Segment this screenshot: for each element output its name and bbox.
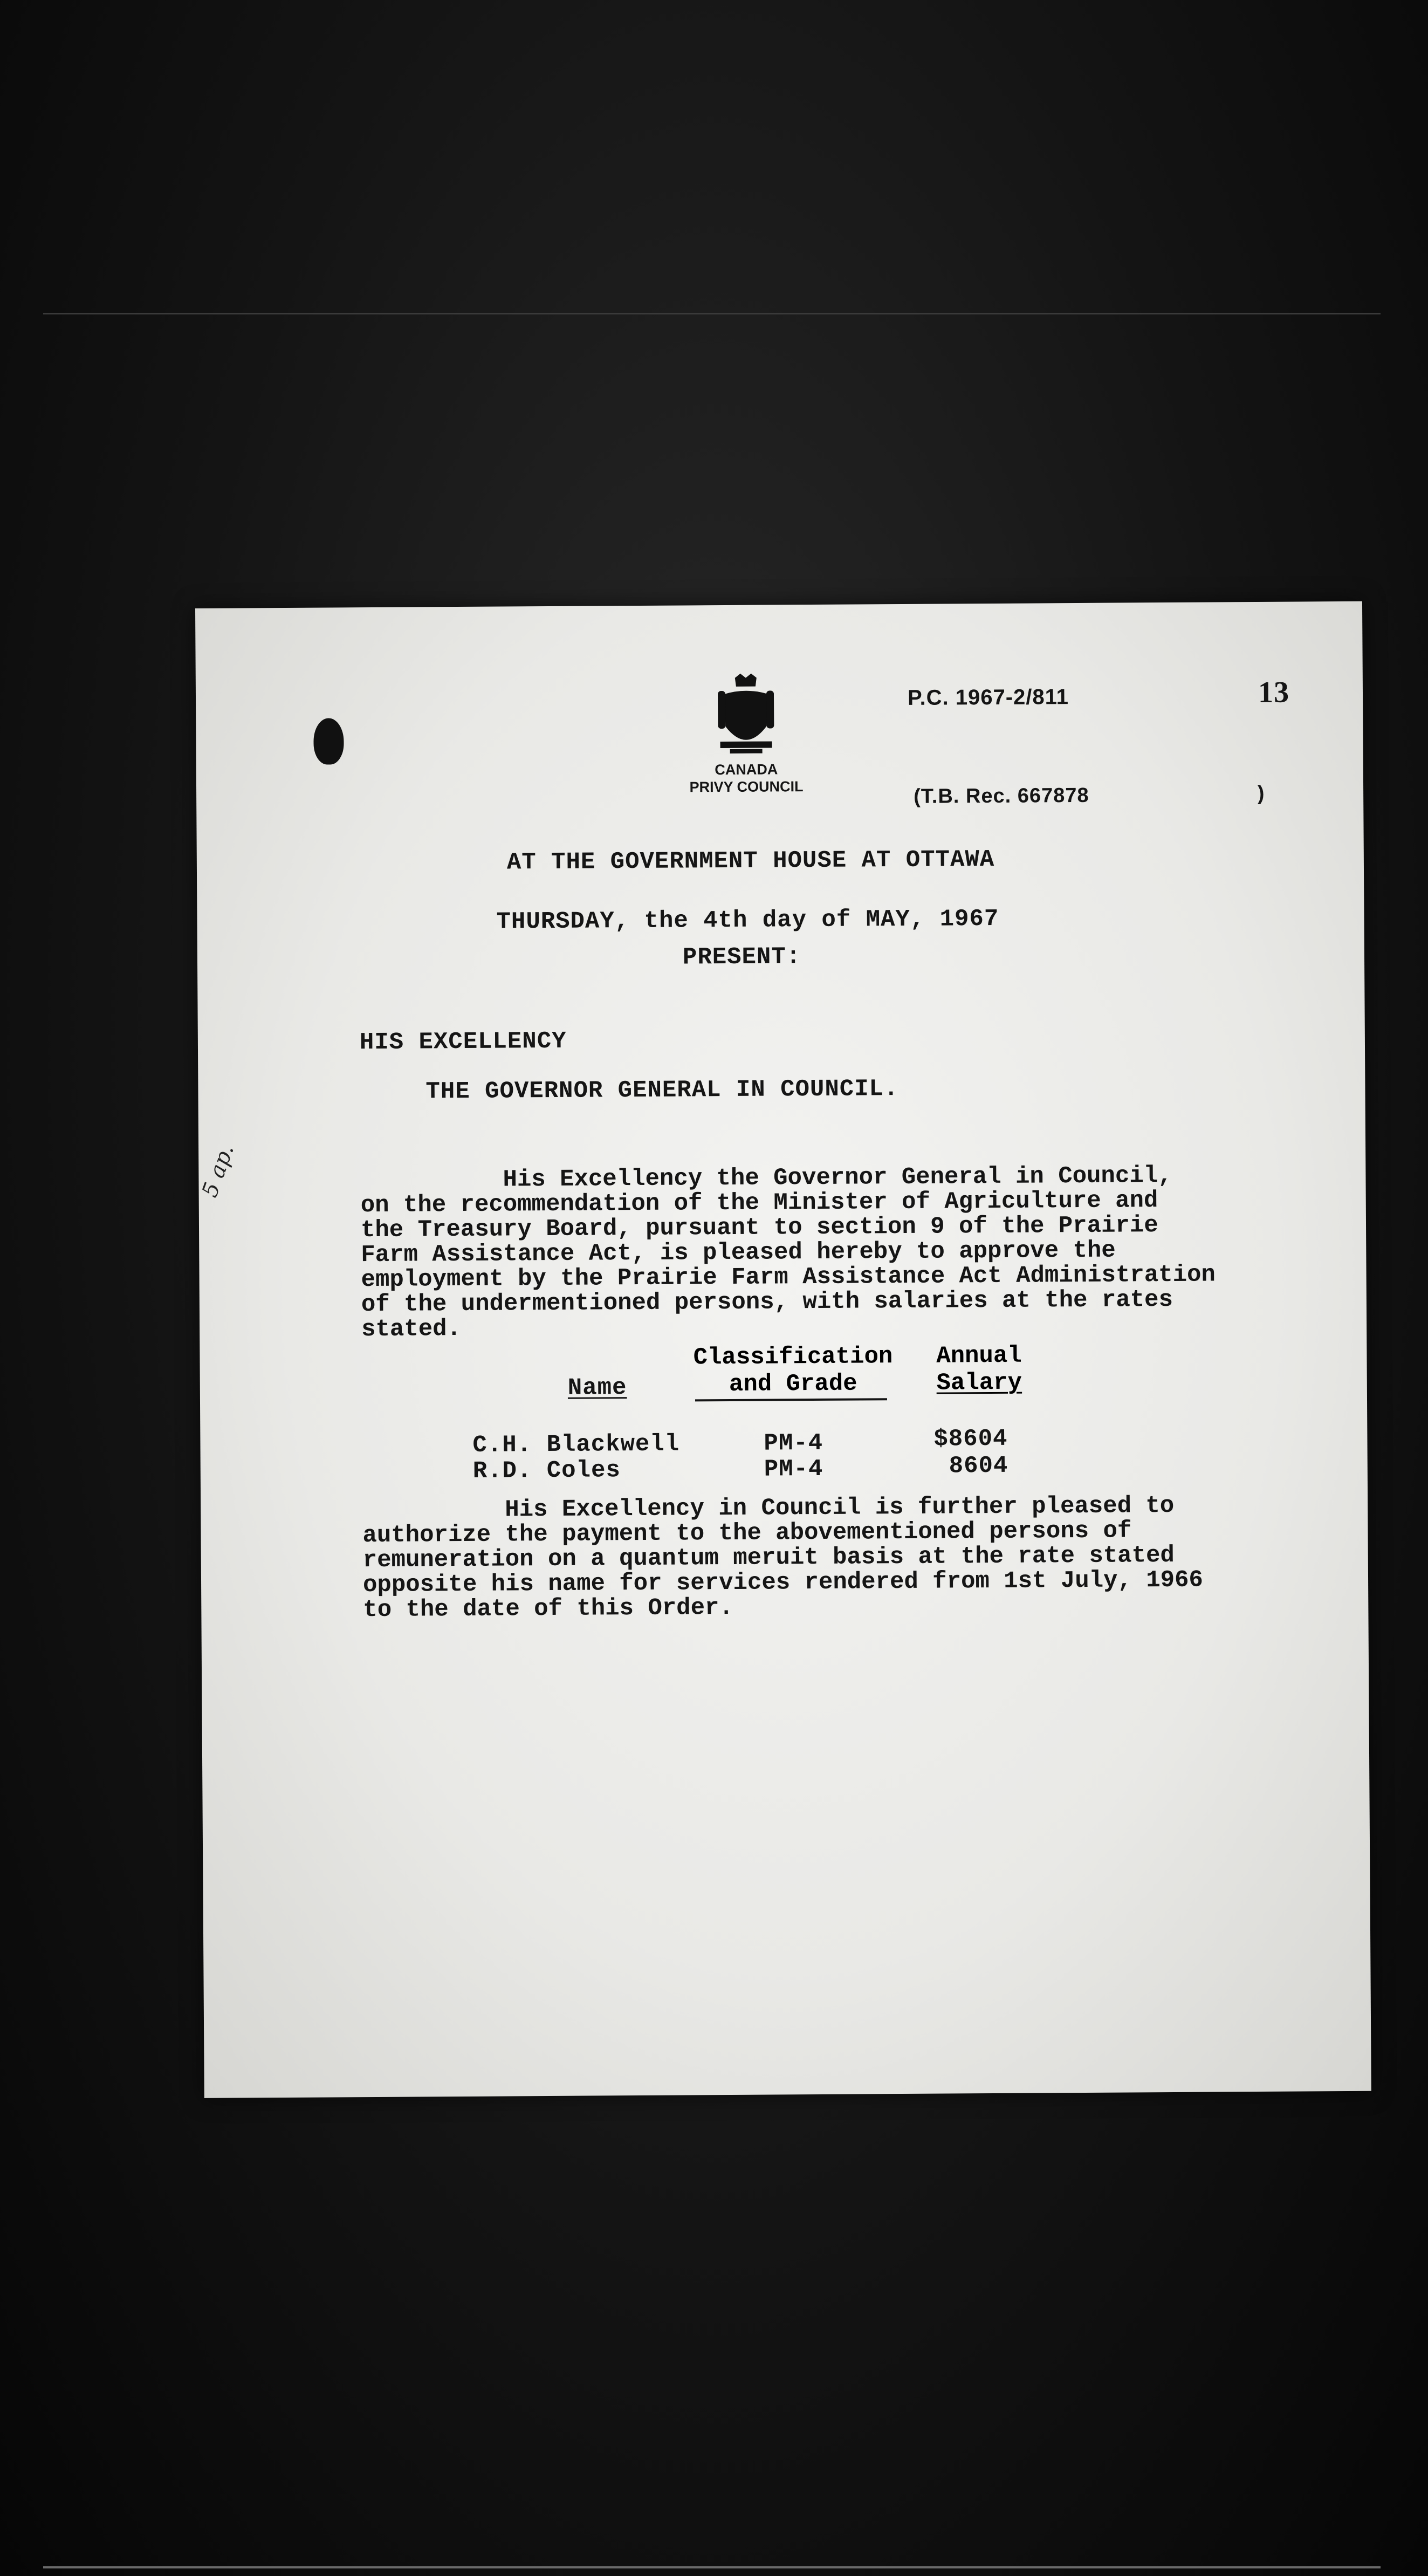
header-salary-line2: Salary — [936, 1369, 1022, 1397]
row-1-name: C.H. Blackwell — [472, 1430, 680, 1459]
row-2-salary: 8604 — [949, 1452, 1008, 1480]
row-1-salary: $8604 — [933, 1425, 1008, 1453]
document-sheet — [195, 601, 1371, 2098]
row-2-grade: PM-4 — [764, 1455, 823, 1483]
coat-of-arms-icon — [713, 672, 779, 759]
paragraph-payment: His Excellency in Council is further pleased to authorize the payment to the abovementioned persons of remuneration on a quantum meruit basis at the rate stated opposite his name for services rendered from 1st July, 1966 to the date of this Order. — [362, 1492, 1204, 1624]
crest-label-privy-council: PRIVY COUNCIL — [689, 778, 804, 796]
header-salary-line1: Annual — [936, 1342, 1022, 1370]
header-classification — [685, 1343, 901, 1398]
header-name: Name — [567, 1374, 627, 1402]
header-classification-line2: and Grade — [729, 1370, 857, 1398]
attendance-line-1: HIS EXCELLENCY — [359, 1027, 567, 1057]
punch-hole — [313, 718, 344, 764]
order-in-council-number: P.C. 1967-2/811 — [907, 685, 1069, 710]
row-2-name: R.D. Coles — [472, 1457, 621, 1485]
row-1-grade: PM-4 — [764, 1429, 823, 1457]
classification-underline — [695, 1398, 887, 1401]
paragraph-approval: His Excellency the Governor General in Council, on the recommendation of the Minister of Agriculture and the Treasury Board, pursuant to section 9 of the Prairie Farm Assistance Act, is pleased hereby to approve the employment by the Prairie Farm Assistance Act Administration of the undermentioned persons, with salaries at the rates stated. — [360, 1162, 1216, 1344]
crest-label-canada: CANADA — [715, 761, 778, 778]
treasury-board-record: (T.B. Rec. 667878 — [914, 784, 1089, 808]
scan-edge-top — [43, 313, 1381, 314]
attendance-line-2: THE GOVERNOR GENERAL IN COUNCIL. — [425, 1075, 899, 1106]
page-number: 13 — [1258, 675, 1290, 709]
scan-edge-bottom — [43, 2566, 1381, 2568]
meeting-location: AT THE GOVERNMENT HOUSE AT OTTAWA — [506, 846, 995, 876]
header-salary — [925, 1342, 1033, 1397]
present-heading: PRESENT: — [682, 943, 801, 971]
treasury-board-record-close: ) — [1254, 783, 1268, 807]
meeting-date: THURSDAY, the 4th day of MAY, 1967 — [496, 905, 999, 936]
handwritten-margin-note: 5 ap. — [197, 1141, 239, 1201]
header-classification-line1: Classification — [693, 1343, 893, 1372]
